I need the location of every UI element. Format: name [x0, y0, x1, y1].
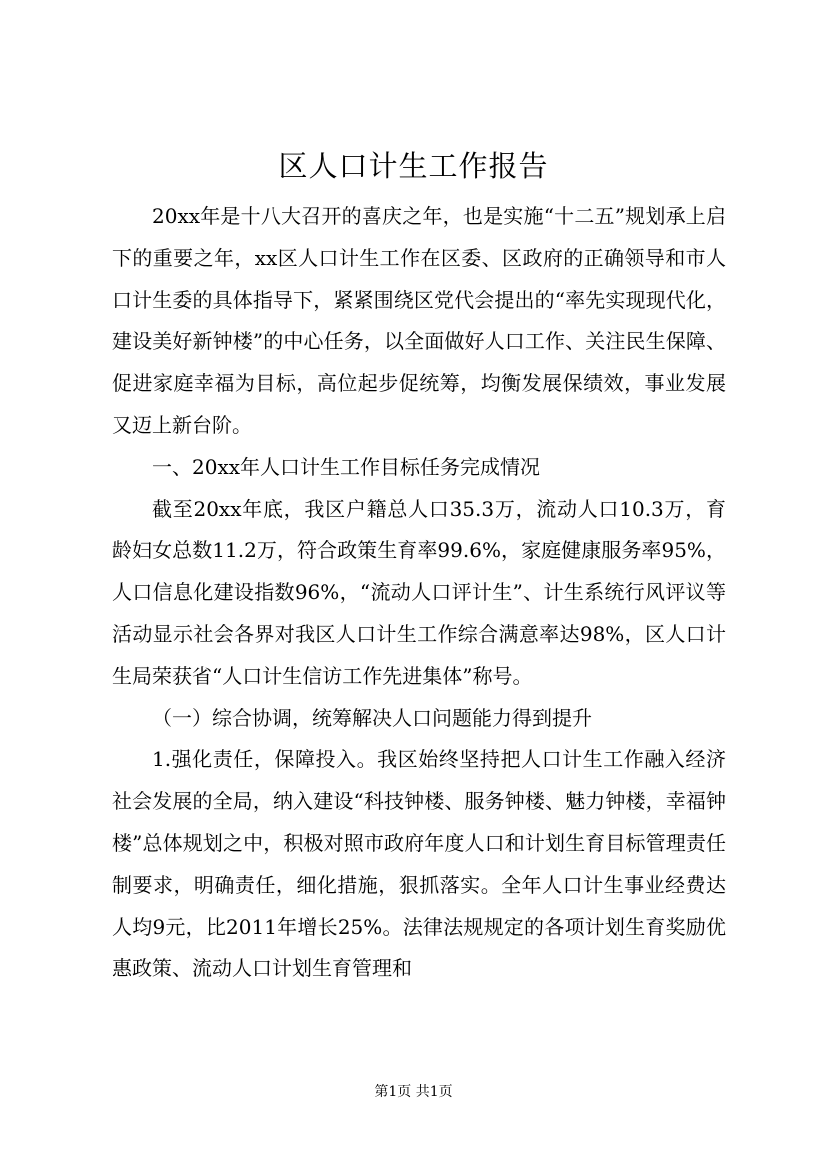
- document-title: 区人口计生工作报告: [278, 149, 549, 183]
- section-heading-1: 一、20xx年人口计生工作目标任务完成情况: [152, 454, 541, 479]
- document-body: [112, 196, 726, 990]
- paragraph-intro: 20xx年是十八大召开的喜庆之年，也是实施“十二五”规划承上启下的重要之年，xx区人口计生工作在区委、区政府的正确领导和市人口计生委的具体指导下，紧紧围绕区党代会提出的“率先实现现代化，建设美好新钟楼”的中心任务，以全面做好人口工作、关注民生保障、促进家庭幸福为目标，高位起步促统筹，均衡发展保绩效，事业发展又迈上新台阶。: [112, 204, 726, 437]
- paragraph-responsibility: 1.强化责任，保障投入。我区始终坚持把人口计生工作融入经济社会发展的全局，纳入建设“科技钟楼、服务钟楼、魅力钟楼，幸福钟楼”总体规划之中，积极对照市政府年度人口和计划生育目标管理责任制要求，明确责任，细化措施，狠抓落实。全年人口计生事业经费达人均9元，比2011年增长25%。法律法规规定的各项计划生育奖励优惠政策、流动人口计划生育管理和: [112, 747, 726, 981]
- paragraph-statistics: 截至20xx年底，我区户籍总人口35.3万，流动人口10.3万，育龄妇女总数11.2万，符合政策生育率99.6%，家庭健康服务率95%，人口信息化建设指数96%，“流动人口评计生”、计生系统行风评议等活动显示社会各界对我区人口计生工作综合满意率达98%，区人口计生局荣获省“人口计生信访工作先进集体”称号。: [112, 496, 726, 688]
- subsection-heading-1: （一）综合协调，统筹解决人口问题能力得到提升: [152, 705, 592, 730]
- page-footer: 第1页 共1页: [374, 1084, 453, 1100]
